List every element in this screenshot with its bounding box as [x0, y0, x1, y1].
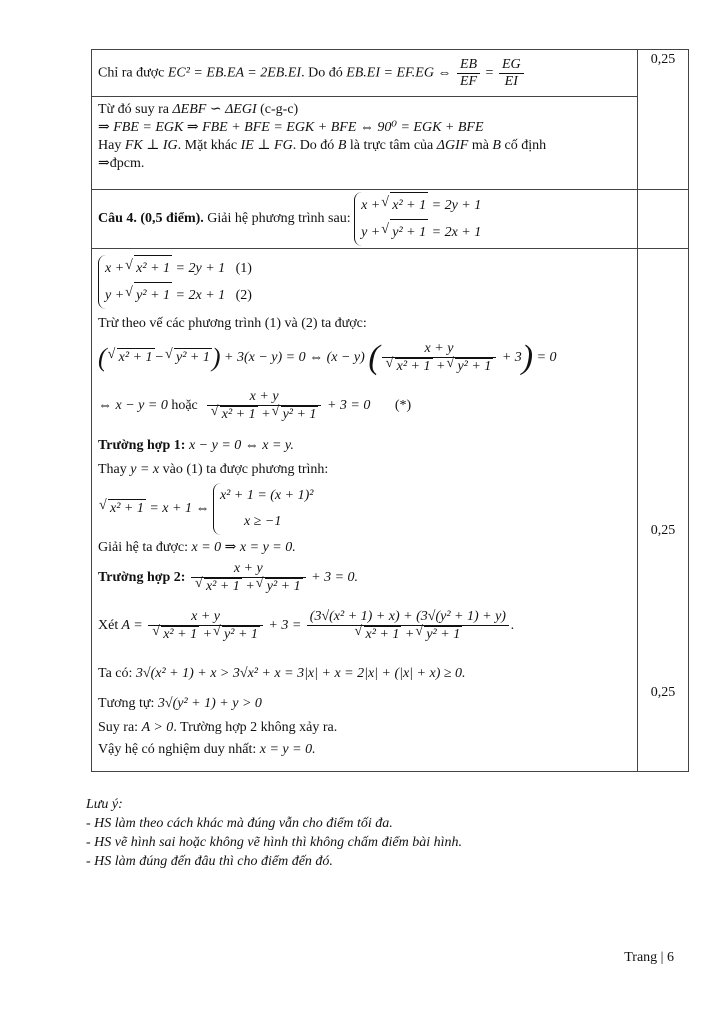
cau4-desc: Giải hệ phương trình sau:	[207, 211, 351, 227]
sol-thay	[98, 461, 631, 479]
sol-eq2	[105, 282, 252, 309]
th2-den-s1: √ x² + 1	[204, 578, 242, 595]
suyra-math: A > 0	[141, 720, 174, 735]
frac2-den: EI	[504, 73, 518, 89]
frac-eb-ef	[457, 57, 480, 90]
eqC-system	[213, 483, 314, 535]
eqA-tail: + 3	[501, 350, 522, 366]
cau4-eq1-b: = 2y + 1	[431, 198, 482, 213]
th2-den-plus: +	[245, 579, 255, 594]
row-ec-squared	[92, 50, 689, 97]
eqC-mid: = x + 1 ⇔	[149, 501, 210, 517]
eqC-r1: x² + 1 = (x + 1)²	[219, 488, 314, 503]
sol-th2	[98, 561, 631, 599]
cau4-eq1	[361, 192, 481, 219]
row2-content	[92, 97, 638, 190]
row1-content	[92, 50, 638, 97]
eqB-den-s1: √ x² + 1	[220, 406, 258, 423]
frac2-num: EG	[499, 57, 524, 74]
sol-taco	[98, 665, 631, 683]
row2-l3m4: ΔGIF	[436, 138, 469, 153]
cau4-title: Câu 4. (0,5 điểm).	[98, 211, 204, 227]
row1-text2: . Do đó	[301, 65, 343, 81]
th2-num: x + y	[191, 561, 306, 578]
row2-line1-text: Từ đó suy ra	[98, 102, 169, 117]
sol-eq2-sqrt: √ y² + 1	[134, 282, 172, 309]
eqB-den-plus: +	[261, 407, 271, 422]
row1-math1: EC² = EB.EA = 2EB.EI	[167, 65, 302, 81]
th1-label: Trường hợp 1:	[98, 438, 186, 453]
frac1-num: EB	[457, 57, 480, 74]
th2-tail: + 3 = 0.	[311, 570, 359, 586]
xet2-den-s2: √ y² + 1	[424, 626, 462, 643]
frac1-den: EF	[459, 73, 478, 89]
note-2: - HS vẽ hình sai hoặc không vẽ hình thì không chấm điểm bài hình.	[86, 835, 462, 850]
row2-l3a: Hay	[98, 138, 122, 153]
xet-den-s2: √ y² + 1	[222, 626, 260, 643]
sol-vay	[98, 741, 631, 759]
sol-suyra	[98, 719, 631, 737]
row2-l3m2: IE ⊥ FG	[240, 138, 293, 153]
answer-table	[91, 49, 689, 772]
row1-text1: Chỉ ra được	[98, 65, 165, 81]
row2-l3d: là trực tâm của	[349, 138, 434, 153]
cau4-eq1-sqrt: √ x² + 1	[390, 192, 428, 219]
thay-math: y = x	[130, 462, 160, 477]
vay-math: x = y = 0.	[259, 742, 316, 757]
sol-system	[98, 255, 252, 309]
score-cell-1	[638, 50, 689, 190]
row1-eq: =	[485, 65, 494, 81]
tuongtu-a: Tương tự:	[98, 696, 155, 711]
score-cell-empty	[638, 190, 689, 249]
row2-l3m1: FK ⊥ IG	[124, 138, 178, 153]
solve-math: x = 0 ⇒ x = y = 0.	[191, 540, 296, 555]
thay-b: vào (1) ta được phương trình:	[162, 462, 329, 477]
xet-frac2	[307, 609, 509, 643]
eqB-tail: + 3 = 0	[326, 398, 371, 414]
sol-eq2-tag: (2)	[235, 288, 252, 303]
cau4-eq2-a: y +	[361, 225, 381, 240]
cau4-eq1-a: x +	[361, 198, 381, 213]
eqA-end: = 0	[536, 350, 557, 366]
xet2-den-plus: +	[404, 627, 415, 642]
sol-eq1-a: x +	[105, 261, 125, 276]
cau4-eq2	[361, 219, 481, 246]
cau4-eq2-sqrt: √ y² + 1	[390, 219, 428, 246]
sol-th1	[98, 437, 631, 455]
sol-eqC	[98, 483, 631, 533]
th2-label: Trường hợp 2:	[98, 570, 186, 586]
sol-eq1-tag: (1)	[235, 261, 252, 276]
eqA-num: x + y	[382, 341, 497, 358]
eqA-frac	[382, 341, 497, 375]
xet2-den-s1: √ x² + 1	[364, 626, 402, 643]
eqB-hoac: hoặc	[171, 398, 198, 414]
th1-math: x − y = 0 ⇔ x = y.	[188, 438, 294, 453]
th2-frac	[191, 561, 306, 595]
row2-line4: ⇒đpcm.	[98, 156, 145, 171]
sol-eqB	[98, 389, 631, 429]
th2-den-s2: √ y² + 1	[265, 578, 303, 595]
sol-eq1	[105, 255, 252, 282]
eqA-den-s1: √ x² + 1	[395, 358, 433, 375]
frac-eg-ei	[499, 57, 524, 90]
note-title: Lưu ý:	[86, 797, 123, 812]
solution-content	[92, 249, 638, 772]
xet-num2: (3√(x² + 1) + x) + (3√(y² + 1) + y)	[307, 609, 509, 626]
note-1: - HS làm theo cách khác mà đúng vẫn cho điểm tối đa.	[86, 816, 393, 831]
eqC-sqrt: √ x² + 1	[108, 499, 146, 518]
xet-A: A =	[121, 618, 143, 634]
row2-l3m5: B	[492, 138, 501, 153]
row2-l3c: . Do đó	[292, 138, 335, 153]
eqA-den-s2: √ y² + 1	[455, 358, 493, 375]
eqA-s2: √ y² + 1	[174, 348, 212, 367]
vay-a: Vậy hệ có nghiệm duy nhất:	[98, 742, 257, 757]
row2-l3b: . Mặt khác	[177, 138, 238, 153]
row2-line1-tail: (c-g-c)	[260, 102, 299, 117]
taco-a: Ta có:	[98, 666, 133, 681]
cau4-system	[354, 192, 481, 246]
page-footer: Trang | 6	[624, 950, 674, 965]
eqA-s1: √ x² + 1	[117, 348, 155, 367]
suyra-b: . Trường hợp 2 không xảy ra.	[173, 720, 338, 735]
tuongtu-math: 3√(y² + 1) + y > 0	[157, 696, 262, 711]
score-cell-solution	[638, 249, 689, 772]
eqA-minus: −	[154, 350, 164, 366]
row-solution	[92, 249, 689, 772]
row2-line1	[98, 101, 631, 119]
row-similar-triangles	[92, 97, 689, 190]
eqB-head: ⇔ x − y = 0	[98, 398, 168, 414]
row2-l3m3: B	[337, 138, 347, 153]
thay-a: Thay	[98, 462, 127, 477]
row2-line1-math: ΔEBF ∽ ΔEGI	[172, 102, 257, 117]
eqA-mid: + 3(x − y) = 0 ⇔ (x − y)	[224, 350, 365, 366]
row2-line2: ⇒ FBE = EGK ⇒ FBE + BFE = EGK + BFE ⇔ 90⁰ = EGK + BFE	[98, 120, 484, 135]
sol-solve	[98, 539, 631, 557]
sol-subtract: Trừ theo vế các phương trình (1) và (2) ta được:	[98, 316, 367, 331]
sol-eqA: (√ x² + 1 −√ y² + 1) + 3(x − y) = 0 ⇔ (x − y) ( x + y √ x² + 1 +√ y² + 1 + 3) = 0	[98, 341, 631, 381]
sol-xet	[98, 609, 631, 653]
eqB-frac	[207, 389, 322, 423]
score-3: 0,25	[650, 685, 676, 700]
cau4-eq2-b: = 2x + 1	[431, 225, 482, 240]
xet-a: Xét	[98, 618, 119, 634]
xet-mid: + 3 =	[268, 618, 302, 634]
xet-num: x + y	[148, 609, 263, 626]
score-2: 0,25	[650, 523, 676, 538]
sol-tuongtu	[98, 695, 631, 713]
score-1: 0,25	[650, 52, 676, 67]
eqB-den-s2: √ y² + 1	[281, 406, 319, 423]
suyra-a: Suy ra:	[98, 720, 139, 735]
eqA-den-plus: +	[436, 359, 446, 374]
sol-eq2-b: = 2x + 1	[175, 288, 226, 303]
note-3: - HS làm đúng đến đâu thì cho điểm đến đó.	[86, 854, 333, 869]
eqB-num: x + y	[207, 389, 322, 406]
xet-den-s1: √ x² + 1	[161, 626, 199, 643]
eqC-r2: x ≥ −1	[243, 514, 282, 529]
solve-a: Giải hệ ta được:	[98, 540, 189, 555]
row2-l3f: cố định	[504, 138, 547, 153]
cau4-content	[92, 190, 638, 249]
row-cau4	[92, 190, 689, 249]
sol-eq1-b: = 2y + 1	[175, 261, 226, 276]
row2-line3	[98, 137, 631, 155]
sol-eq2-a: y +	[105, 288, 125, 303]
taco-math: 3√(x² + 1) + x > 3√x² + x = 3|x| + x = 2|x| + (|x| + x) ≥ 0.	[135, 666, 466, 681]
eqB-star: (*)	[394, 398, 412, 414]
row1-math2: EB.EI = EF.EG ⇔	[346, 65, 452, 81]
xet-frac1	[148, 609, 263, 643]
xet-end: .	[510, 618, 515, 634]
row2-l3e: mà	[471, 138, 489, 153]
sol-eq1-sqrt: √ x² + 1	[134, 255, 172, 282]
xet-den-plus: +	[202, 627, 213, 642]
